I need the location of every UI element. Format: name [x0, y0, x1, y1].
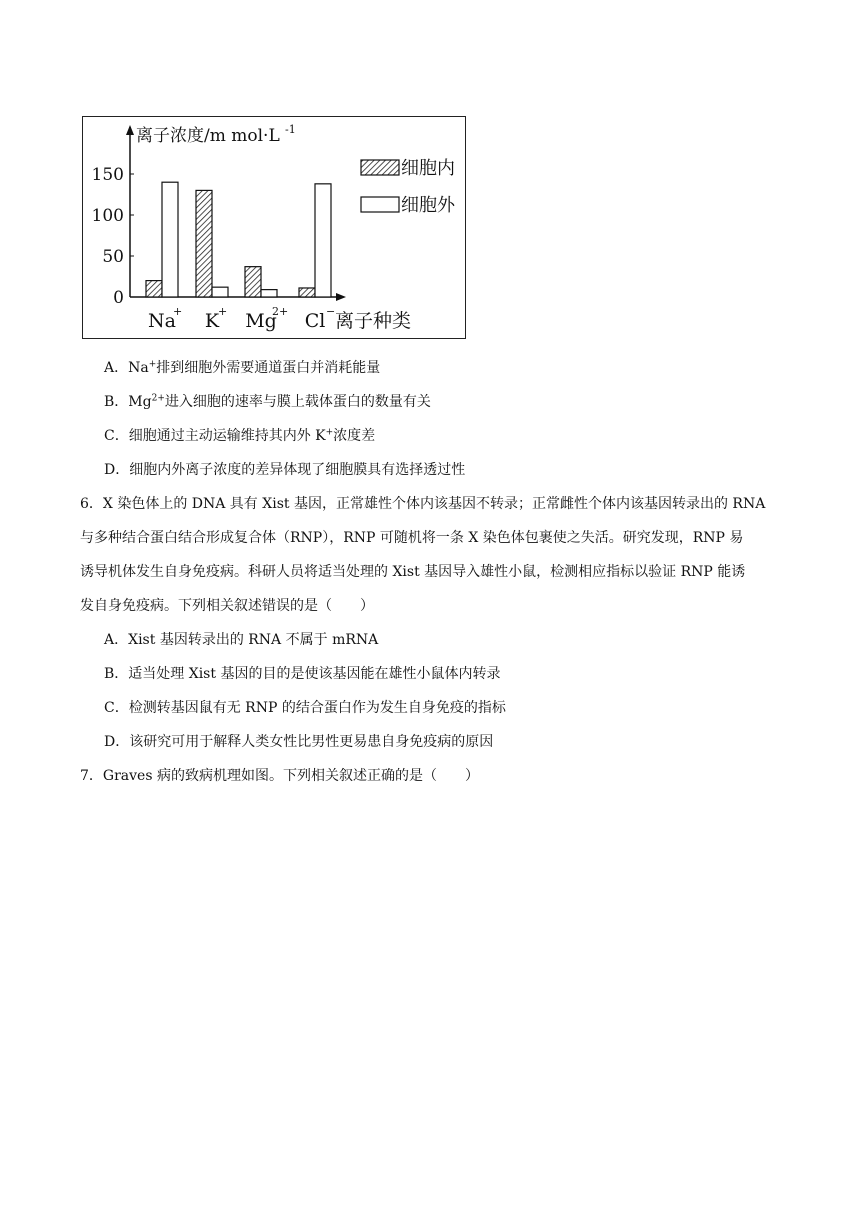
x-tick-label: Cl: [304, 310, 326, 332]
x-tick-label: Na: [148, 310, 176, 332]
legend-swatch: [361, 160, 399, 175]
y-axis-label: 离子浓度/m mol·L: [136, 126, 280, 146]
bar-outside: [261, 290, 277, 297]
chart-labels: [92, 123, 456, 332]
q6-option-b: B．适当处理 Xist 基因的目的是使该基因能在雄性小鼠体内转录: [104, 666, 501, 682]
x-tick-label-sup: −: [326, 305, 336, 318]
bar-inside: [146, 281, 162, 297]
y-axis-arrow: [126, 125, 134, 135]
y-tick-label: 0: [113, 288, 124, 308]
bar-inside: [299, 288, 315, 297]
ion-concentration-chart: [82, 116, 466, 339]
q5-option-c: C．细胞通过主动运输维持其内外 K+浓度差: [104, 427, 376, 444]
q5-option-d: D．细胞内外离子浓度的差异体现了细胞膜具有选择透过性: [104, 462, 466, 478]
q6-option-a: A．Xist 基因转录出的 RNA 不属于 mRNA: [104, 632, 379, 648]
chart-axes: [126, 125, 346, 301]
q6-stem-line-4: 发自身免疫病。下列相关叙述错误的是（ ）: [80, 598, 374, 614]
y-tick-label: 100: [91, 206, 124, 226]
y-tick-label: 150: [91, 165, 124, 185]
q6-stem-line-2: 与多种结合蛋白结合形成复合体（RNP），RNP 可随机将一条 X 染色体包裹使之失活。研究发现，RNP 易: [80, 530, 744, 546]
x-tick-label: K: [204, 310, 220, 332]
y-axis-label-sup: -1: [285, 123, 296, 136]
chart-svg: [83, 117, 467, 340]
bar-outside: [315, 184, 331, 297]
legend-swatch: [361, 197, 399, 212]
q5-option-b: B．$Mg^{2+}$进入细胞的速率与膜上载体蛋白的数量有关: [104, 393, 431, 410]
q5-option-a: A．Na+排到细胞外需要通道蛋白并消耗能量: [104, 359, 381, 376]
legend-label: 细胞外: [401, 195, 455, 216]
x-tick-label-sup: 2+: [272, 305, 289, 318]
x-tick-label-sup: +: [218, 305, 228, 318]
x-tick-label: Mg: [245, 310, 277, 332]
x-tick-label-sup: +: [173, 305, 183, 318]
bar-inside: [245, 267, 261, 297]
bar-inside: [196, 190, 212, 297]
q6-option-d: D．该研究可用于解释人类女性比男性更易患自身免疫病的原因: [104, 734, 494, 750]
chart-bars: [146, 182, 331, 297]
bar-outside: [162, 182, 178, 297]
bar-outside: [212, 287, 228, 297]
x-axis-label: 离子种类: [335, 310, 412, 332]
q6-stem-line-1: 6．X 染色体上的 DNA 具有 Xist 基因，正常雄性个体内该基因不转录；正常雌性个体内该基因转录出的 RNA: [80, 496, 766, 512]
q6-option-c: C．检测转基因鼠有无 RNP 的结合蛋白作为发生自身免疫的指标: [104, 700, 506, 716]
y-tick-label: 50: [102, 247, 124, 267]
x-axis-arrow: [336, 293, 346, 301]
q7-stem: 7．Graves 病的致病机理如图。下列相关叙述正确的是（ ）: [80, 768, 479, 784]
q6-stem-line-3: 诱导机体发生自身免疫病。科研人员将适当处理的 Xist 基因导入雄性小鼠，检测相应指标以验证 RNP 能诱: [80, 564, 746, 580]
legend-label: 细胞内: [401, 158, 455, 179]
